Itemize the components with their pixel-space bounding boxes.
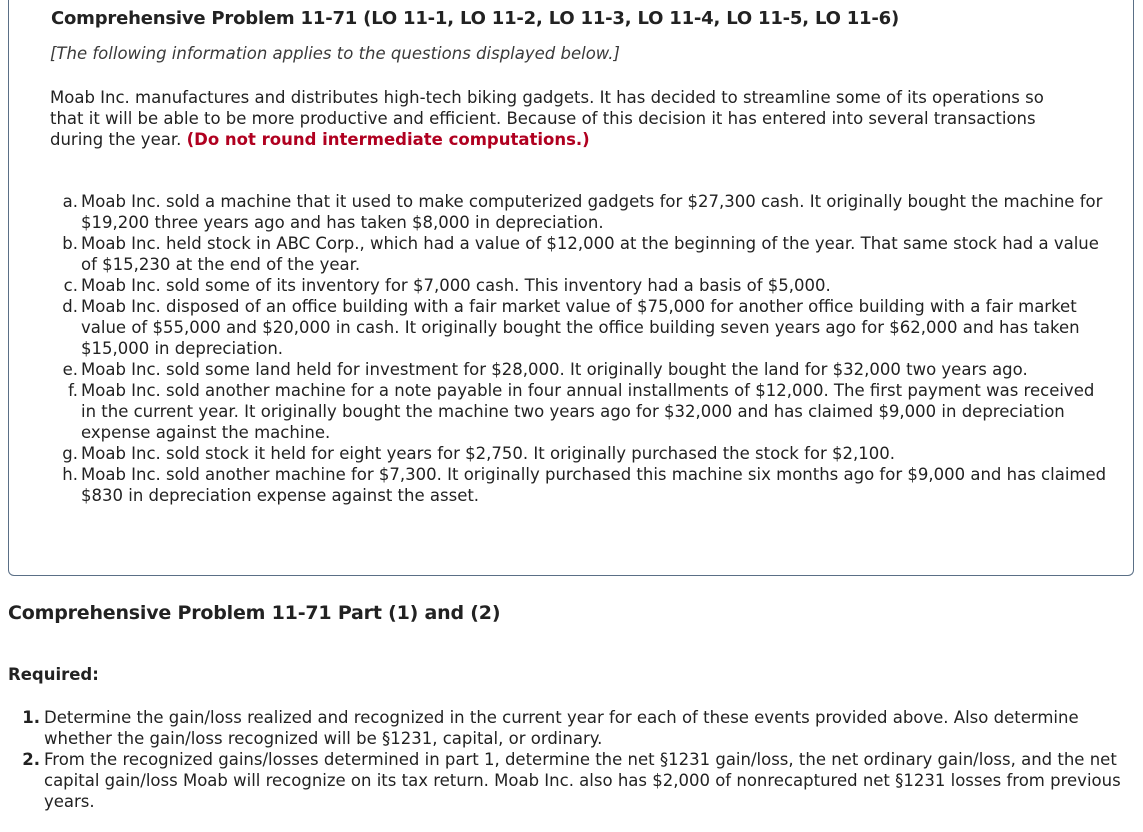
requirement-list <box>20 707 1135 812</box>
part-title: Comprehensive Problem 11-71 Part (1) and (2) <box>8 602 501 624</box>
transaction-marker: d. <box>62 297 78 316</box>
description-text: Moab Inc. manufactures and distributes high-tech biking gadgets. It has decided to streamline some of its operations so that it will be able to be more productive and efficient. Because of this decision it has entered into several transactions during the year. <box>50 88 1044 149</box>
transaction-text: Moab Inc. sold another machine for a note payable in four annual installments of $12,000. The first payment was received in the current year. It originally bought the machine two years ago for $32,000 and has claimed $9,000 in depreciation expense against the machine. <box>81 381 1095 442</box>
transaction-item-f <box>50 380 1110 443</box>
requirement-item-1 <box>20 707 1135 749</box>
requirement-number: 2. <box>22 750 40 769</box>
transaction-item-b <box>50 233 1110 275</box>
transaction-marker: g. <box>62 444 78 463</box>
transaction-item-g <box>50 443 1110 464</box>
transaction-text: Moab Inc. sold stock it held for eight years for $2,750. It originally purchased the stock for $2,100. <box>81 444 895 463</box>
transaction-list <box>50 191 1110 506</box>
transaction-text: Moab Inc. held stock in ABC Corp., which had a value of $12,000 at the beginning of the year. That same stock had a value of $15,230 at the end of the year. <box>81 234 1099 274</box>
requirement-text: From the recognized gains/losses determined in part 1, determine the net §1231 gain/loss, the net ordinary gain/loss, and the net capital gain/loss Moab will recognize on its tax return. Moab Inc. also has $2,000 of nonrecaptured net §1231 losses from previous years. <box>44 750 1121 811</box>
transaction-text: Moab Inc. sold a machine that it used to make computerized gadgets for $27,300 cash. It originally bought the machine for $19,200 three years ago and has taken $8,000 in depreciation. <box>81 192 1103 232</box>
transaction-marker: b. <box>62 234 78 253</box>
transaction-item-c <box>50 275 1110 296</box>
transaction-text: Moab Inc. sold some land held for investment for $28,000. It originally bought the land for $32,000 two years ago. <box>81 360 1028 379</box>
transaction-marker: e. <box>62 360 78 379</box>
transaction-item-e <box>50 359 1110 380</box>
rounding-instruction: (Do not round intermediate computations.) <box>186 130 590 149</box>
required-label: Required: <box>8 665 99 684</box>
requirement-text: Determine the gain/loss realized and recognized in the current year for each of these events provided above. Also determine whether the gain/loss recognized will be §1231, capital, or ordinary. <box>44 708 1079 748</box>
transaction-text: Moab Inc. sold another machine for $7,300. It originally purchased this machine six months ago for $9,000 and has claimed $830 in depreciation expense against the asset. <box>81 465 1107 505</box>
transaction-item-h <box>50 464 1110 506</box>
intro-note: [The following information applies to the questions displayed below.] <box>50 44 620 63</box>
problem-description <box>50 87 1080 150</box>
transaction-marker: a. <box>62 192 78 211</box>
transaction-marker: c. <box>63 276 78 295</box>
problem-title: Comprehensive Problem 11-71 (LO 11-1, LO 11-2, LO 11-3, LO 11-4, LO 11-5, LO 11-6) <box>51 8 900 29</box>
transaction-item-a <box>50 191 1110 233</box>
requirement-item-2 <box>20 749 1135 812</box>
transaction-item-d <box>50 296 1110 359</box>
requirement-number: 1. <box>22 708 40 727</box>
transaction-text: Moab Inc. sold some of its inventory for $7,000 cash. This inventory had a basis of $5,000. <box>81 276 831 295</box>
transaction-marker: h. <box>62 465 78 484</box>
transaction-text: Moab Inc. disposed of an office building with a fair market value of $75,000 for another office building with a fair market value of $55,000 and $20,000 in cash. It originally bought the office building seven years ago for $62,000 and has taken $15,000 in depreciation. <box>81 297 1080 358</box>
transaction-marker: f. <box>68 381 78 400</box>
